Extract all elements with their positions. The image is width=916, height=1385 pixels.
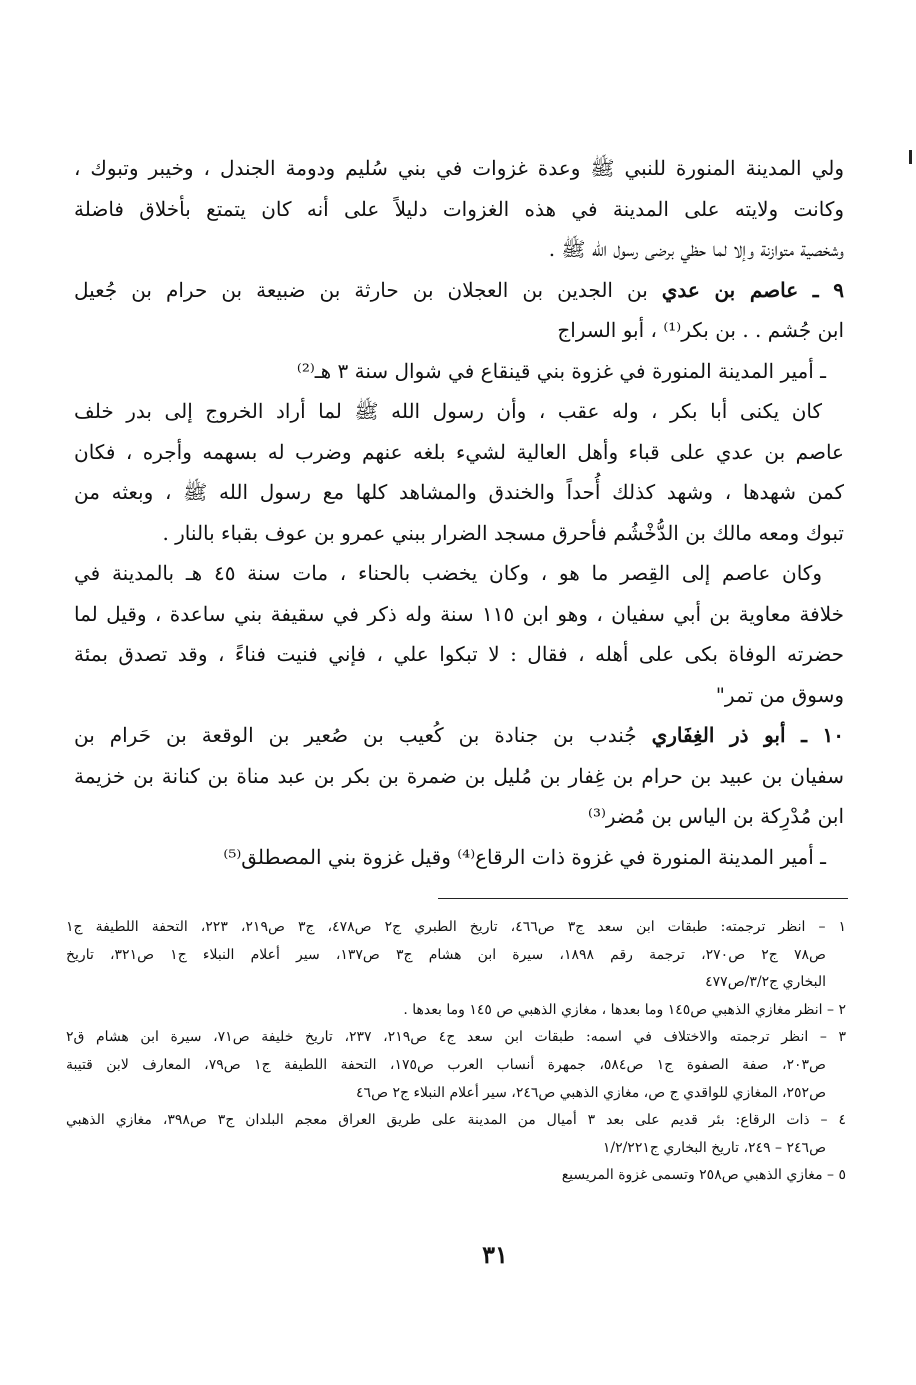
entry-10-heading: ١٠ ـ أبو ذر الغِفَاري <box>651 723 844 747</box>
footnote-4 <box>66 1107 846 1162</box>
p2-line-3: كمن شهدها ، وشهد كذلك أُحداً والخندق والمشاهد كلها مع رسول الله ﷺ ، وبعثه من <box>74 480 844 504</box>
footnote-3-line-1: ٣ – انظر ترجمته والاختلاف في اسمه: طبقات ابن سعد ج٤ ص٢١٩، ٢٣٧، تاريخ خليفة ص٧١، سيرة ابن هشام ق٢ <box>66 1029 846 1046</box>
entry-10-heading-line <box>74 715 844 756</box>
footnote-2 <box>66 997 846 1025</box>
footnote-1-line-1: ١ – انظر ترجمته: طبقات ابن سعد ج٣ ص٤٦٦، تاريخ الطبري ج٢ ص٤٧٨، ج٣ ص٢١٩، ٢٢٣، التحفة اللطيفة ج١ <box>66 919 846 935</box>
footnote-3-line-3: ص٢٥٢، المغازي للواقدي ج ص، مغازي الذهبي ص٢٤٦، سير أعلام النبلاء ج٢ ص٤٦ <box>356 1084 826 1101</box>
entry-10-lineage: جُندب بن جنادة بن كُعيب بن صُعير بن الوقعة بن حَرام بن <box>74 723 652 747</box>
entry-9-line-2: ابن جُشم . . بن بكر⁽¹⁾ ، أبو السراج <box>557 318 844 342</box>
entry-9-line-3: ـ أمير المدينة المنورة في غزوة بني قينقاع في شوال سنة ٣ هـ⁽²⁾ <box>296 358 826 383</box>
footnote-1 <box>66 914 846 997</box>
entry-10-line-4: ـ أمير المدينة المنورة في غزوة ذات الرقاع⁽⁴⁾ وقيل غزوة بني المصطلق⁽⁵⁾ <box>223 844 826 869</box>
footnote-2-line-1: ٢ – انظر مغازي الذهبي ص١٤٥ وما بعدها ، مغازي الذهبي ص ١٤٥ وما بعدها . <box>403 1001 846 1018</box>
footnote-5 <box>66 1162 846 1190</box>
footnote-4-line-1: ٤ – ذات الرقاع: بئر قديم على بعد ٣ أميال من المدينة على طريق العراق معجم البلدان ج٣ ص٣٩٨، مغازي الذهبي <box>66 1112 846 1129</box>
p2-line-1: كان يكنى أبا بكر ، وله عقب ، وأن رسول الله ﷺ لما أراد الخروج إلى بدر خلف <box>74 399 822 423</box>
footnote-3 <box>66 1024 846 1107</box>
p3-line-4: وسوق من تمر" <box>715 682 844 707</box>
page-number: ٣١ <box>482 1240 508 1269</box>
entry-9-heading-line <box>74 270 844 311</box>
p1-line-3: وشخصية متوازنة وإلا لما حظي برضى رسول الله ﷺ . <box>548 237 844 261</box>
scan-edge-mark <box>909 150 912 164</box>
main-text <box>74 148 844 877</box>
entry-9-lineage: بن الجدين بن العجلان بن حارثة بن ضبيعة بن حرام بن جُعيل <box>74 277 662 302</box>
p1-line-1: ولي المدينة المنورة للنبي ﷺ وعدة غزوات في بني سُليم ودومة الجندل ، وخيبر وتبوك ، <box>74 156 844 180</box>
p3-line-2: خلافة معاوية بن أبي سفيان ، وهو ابن ١١٥ سنة وله ذكر في سقيفة بني ساعدة ، وقيل لما <box>74 601 844 626</box>
p3-line-3: حضرته الوفاة بكى على أهله ، فقال : لا تبكوا علي ، فإني فنيت فناءً ، وقد تصدق بمئة <box>74 642 844 666</box>
footnote-4-line-2: ص٢٤٦ – ٢٤٩، تاريخ البخاري ج١/٢/٢٢١ <box>602 1139 826 1156</box>
entry-10-line-3: ابن مُدْرِكة بن الياس بن مُضر⁽³⁾ <box>588 804 844 828</box>
footnote-1-line-2: ص٧٨ ج٢ ص٢٧٠، ترجمة رقم ١٨٩٨، سيرة ابن هشام ج٣ ص١٣٧، سير أعلام النبلاء ج١ ص٣٢١، تاريخ <box>66 946 826 963</box>
footnote-1-line-3: البخاري ج٣/٢/ص٤٧٧ <box>705 974 826 991</box>
footnote-3-line-2: ص٢٠٣، صفة الصفوة ج١ ص٥٨٤، جمهرة أنساب العرب ص١٧٥، التحفة اللطيفة ج١ ص٧٩، المعارف لابن قتيبة <box>66 1056 826 1073</box>
entry-9-heading: ٩ ـ عاصم بن عدي <box>661 277 844 302</box>
entry-10-line-2: سفيان بن عبيد بن حرام بن غِفار بن مُليل بن ضمرة بن بكر بن عبد مناة بن كنانة بن خزيمة <box>74 763 844 788</box>
p2-line-2: عاصم بن عدي على قباء وأهل العالية لشيء بلغه عنهم وضرب له بسهمه وأجره ، فكان <box>74 439 844 464</box>
p3-line-1: وكان عاصم إلى القِصر ما هو ، وكان يخضب بالحناء ، مات سنة ٤٥ هـ بالمدينة في <box>74 561 822 585</box>
footnote-5-line-1: ٥ – مغازي الذهبي ص٢٥٨ وتسمى غزوة المريسيع <box>561 1167 846 1184</box>
footnote-separator <box>438 898 848 899</box>
p1-line-2: وكانت ولايته على المدينة في هذه الغزوات دليلاً على أنه كان يتمتع بأخلاق فاضلة <box>74 196 844 221</box>
p2-line-4: تبوك ومعه مالك بن الدُّخْشُم فأحرق مسجد الضرار ببني عمرو بن عوف بقباء بالنار . <box>162 520 844 545</box>
footnotes <box>66 914 846 1190</box>
